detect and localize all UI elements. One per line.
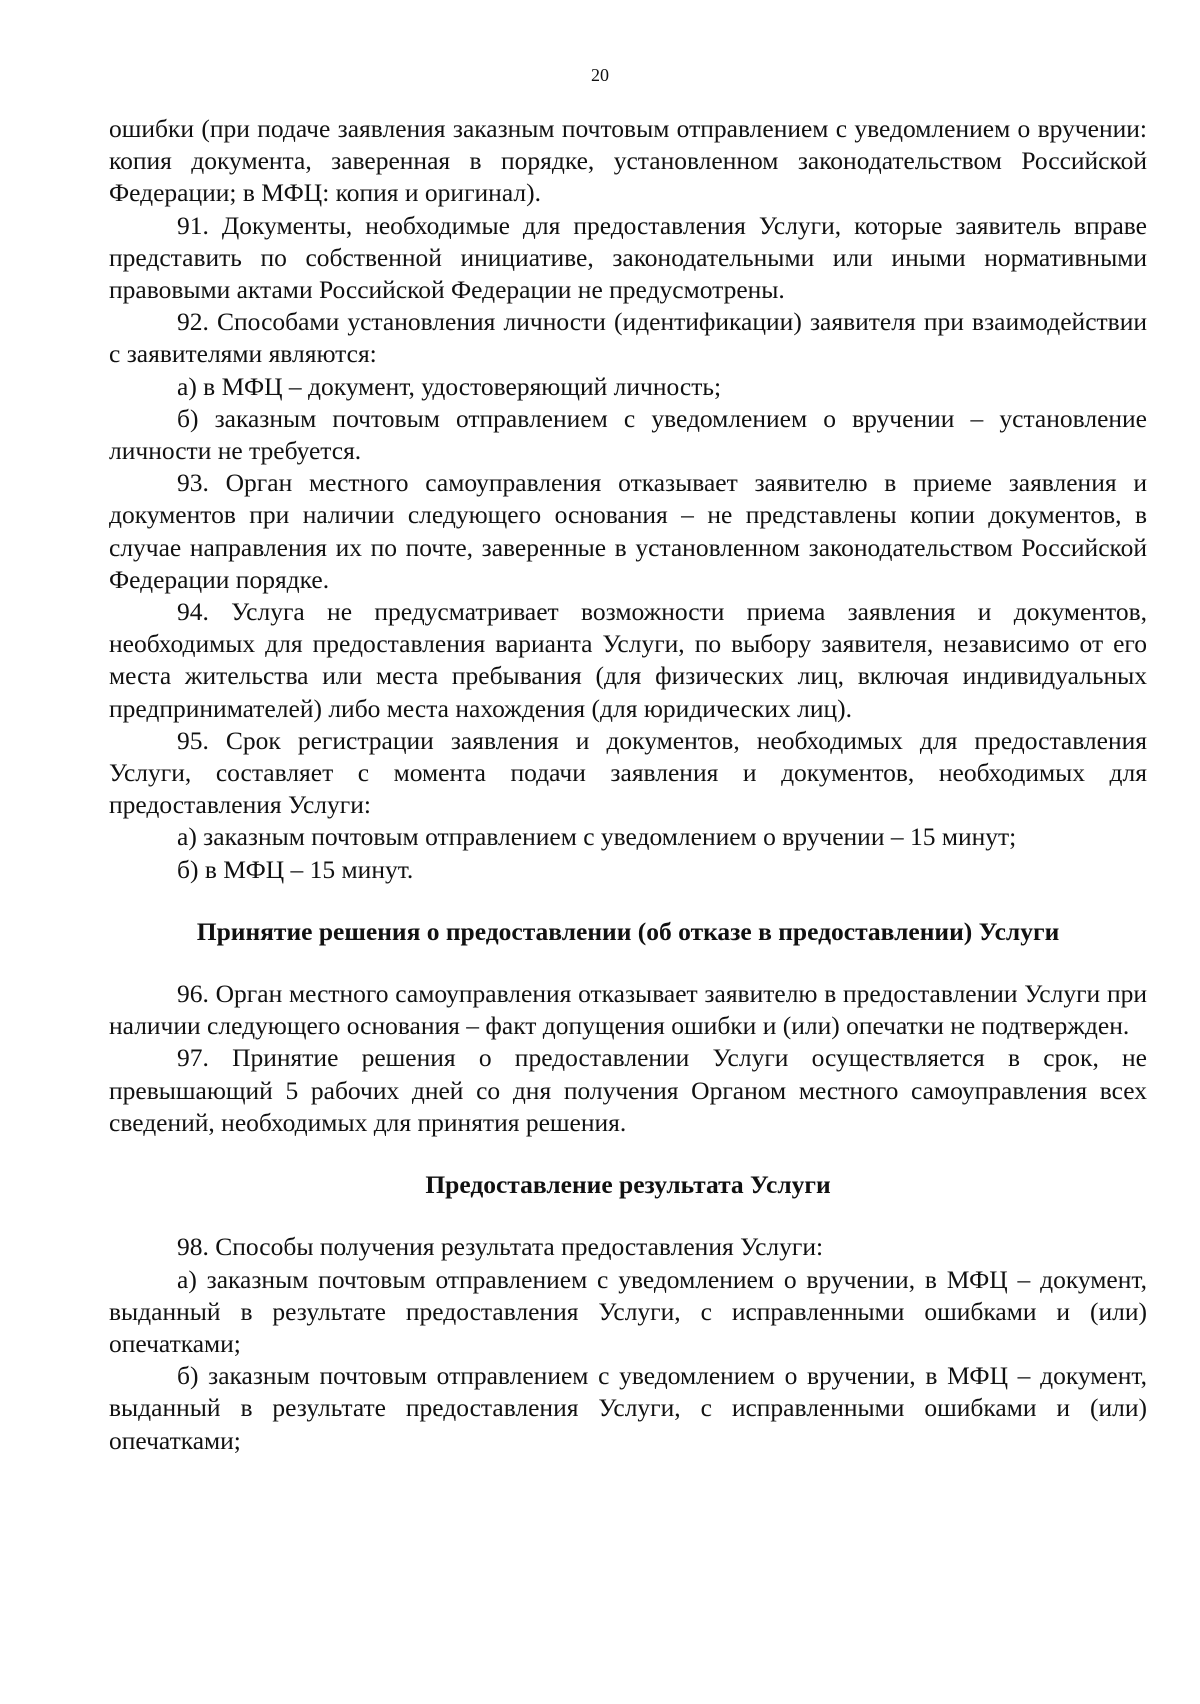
- section-heading-result: Предоставление результата Услуги: [425, 1170, 831, 1200]
- page-number: 20: [591, 65, 609, 85]
- paragraph-95: 95. Срок регистрации заявления и документов, необходимых для предоставления Услуги, составляет с момента подачи заявления и документов, необходимых для предоставления Услуги:: [109, 725, 1147, 820]
- paragraph-98: 98. Способы получения результата предоставления Услуги:: [177, 1232, 824, 1262]
- paragraph-93: 93. Орган местного самоуправления отказывает заявителю в приеме заявления и документов при наличии следующего основания – не представлены копии документов, в случае направления их по почте, заверенные в установленном законодательством Российской Федерации порядке.: [109, 468, 1147, 594]
- paragraph-96: 96. Орган местного самоуправления отказывает заявителю в предоставлении Услуги при наличии следующего основания – факт допущения ошибки и (или) опечатки не подтвержден.: [109, 979, 1147, 1041]
- paragraph-92-b: б) заказным почтовым отправлением с уведомлением о вручении – установление личности не требуется.: [109, 403, 1147, 466]
- paragraph-94: 94. Услуга не предусматривает возможности приема заявления и документов, необходимых для предоставления варианта Услуги, по выбору заявителя, независимо от его места жительства или места пребывания (для физических лиц, включая индивидуальных предпринимателей) либо места нахождения (для юридических лиц).: [109, 597, 1147, 723]
- paragraph-92-a: а) в МФЦ – документ, удостоверяющий личность;: [177, 371, 722, 401]
- paragraph-92: 92. Способами установления личности (идентификации) заявителя при взаимодействии с заявителями являются:: [109, 307, 1147, 369]
- paragraph-98-a: а) заказным почтовым отправлением с уведомлением о вручении, в МФЦ – документ, выданный в результате предоставления Услуги, с исправленными ошибками и (или) опечатками;: [109, 1264, 1147, 1358]
- document-body: [109, 113, 1147, 1457]
- paragraph-91: 91. Документы, необходимые для предоставления Услуги, которые заявитель вправе представить по собственной инициативе, законодательными или иными нормативными правовыми актами Российской Федерации не предусмотрены.: [109, 210, 1147, 305]
- paragraph-97: 97. Принятие решения о предоставлении Услуги осуществляется в срок, не превышающий 5 рабочих дней со дня получения Органом местного самоуправления всех сведений, необходимых для принятия решения.: [109, 1043, 1147, 1137]
- section-heading-decision: Принятие решения о предоставлении (об отказе в предоставлении) Услуги: [196, 916, 1060, 946]
- paragraph-continuation: ошибки (при подаче заявления заказным почтовым отправлением с уведомлением о вручении: копия документа, заверенная в порядке, установленном законодательством Российской Федерации; в МФЦ: копия и оригинал).: [109, 114, 1147, 208]
- paragraph-95-a: а) заказным почтовым отправлением с уведомлением о вручении – 15 минут;: [177, 822, 1017, 852]
- paragraph-98-b: б) заказным почтовым отправлением с уведомлением о вручении, в МФЦ – документ, выданный в результате предоставления Услуги, с исправленными ошибками и (или) опечатками;: [109, 1361, 1147, 1455]
- paragraph-95-b: б) в МФЦ – 15 минут.: [177, 854, 414, 884]
